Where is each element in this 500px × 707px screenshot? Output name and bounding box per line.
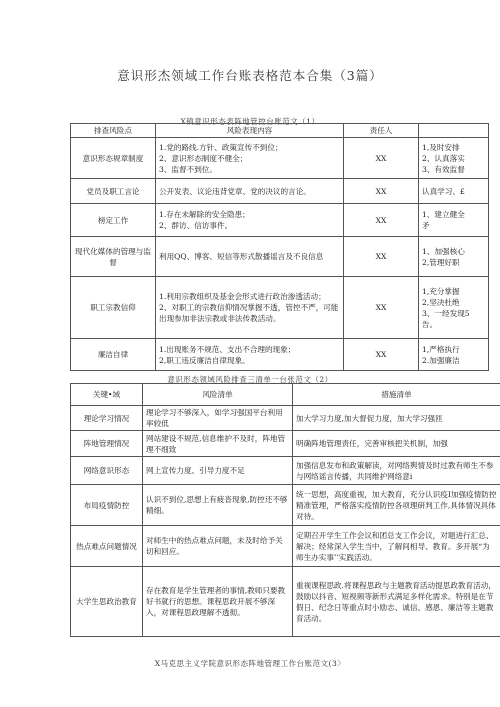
header-measure-list: 措施清单 [293, 384, 500, 406]
domain-cell: 阵地管理情况 [71, 431, 143, 457]
risk-content-cell: 利用QQ、博客、短信等形式散播谣言及不良信息 [156, 237, 344, 277]
content-line: 公开发表、议论违背党章、党的决议的言论。 [159, 186, 311, 196]
measure-line: 1,严格执行 [422, 344, 460, 354]
risk-cell: 网上宣传力度、引导力度不足 [143, 457, 293, 485]
content-line: 1.出现账务不规范、支出不合理的现象； [159, 344, 296, 354]
measures-cell [419, 339, 489, 371]
content-line: 2,职工违反廉洁自律现象。 [159, 355, 250, 365]
measure-line: 1,及时安排 [422, 142, 460, 152]
person-cell: XX [344, 179, 419, 204]
domain-cell: 理论学习情况 [71, 406, 143, 431]
risk-cell: 网站建设不规范,信息维护不及时，阵地管理不细致 [143, 431, 293, 457]
table-row [71, 179, 489, 204]
measure-line: 1、建立健全 [422, 210, 465, 219]
measures-cell [419, 204, 489, 237]
measure-cell: 明确阵地管理责任，完善审核把关机制，加强 [293, 431, 500, 457]
table3-caption: X马克思主义学院意识形态阵地管理工作台账范文(3〉 [154, 659, 346, 668]
content-line: 1.党的路线.方针、政策宣传不到位； [159, 142, 283, 152]
table1-caption: X镇意识形态表阵地管控台账范文（1） [180, 117, 320, 126]
person-cell: XX [344, 339, 419, 371]
measures-cell [419, 277, 489, 339]
domain-cell: 大学生思政治教育 [71, 567, 143, 637]
measure-line: 1、加强核心 [422, 246, 465, 256]
table-row [71, 138, 489, 179]
header-key-domain: 关键•域 [71, 384, 143, 406]
risk-point-cell: 廉洁自律 [71, 339, 156, 371]
measure-line: 告。 [422, 319, 438, 329]
table-row [71, 431, 500, 457]
table-row [71, 237, 489, 277]
measure-cell: 重视课程思政.将课程思政与主题教育活动提思政教育活动，鼓励以抖音、短视频等新形式满足多样化需求。特别是在节假日、纪念日等重点时小励志、诚信、感恩、廉洁等主题教育活动。 [293, 567, 500, 637]
measure-cell: 加大学习力度,加大督促力度，加大学习强匝 [293, 406, 500, 431]
domain-cell: 布局疫情防控 [71, 485, 143, 526]
risk-content-cell [156, 204, 344, 237]
risk-checklist-table [70, 383, 500, 637]
measure-line: 3、一经发现5 [422, 308, 470, 318]
content-line: 1.存在未解除的安全隐患； [159, 210, 250, 219]
content-line: 2、意识形态制度不健全； [159, 153, 248, 163]
person-cell: XX [344, 237, 419, 277]
measure-line: 2,坚决杜绝 [422, 297, 460, 307]
table-row [71, 567, 500, 637]
risk-point-cell: 党员及职工言论 [71, 179, 156, 204]
table-row [71, 339, 489, 371]
domain-cell: 网络意识形态 [71, 457, 143, 485]
domain-cell: 热点难点问题情况 [71, 526, 143, 567]
table-header-row [71, 384, 500, 406]
risk-cell: 存在教育是学生管理者的事情,教师只要教好书就行的思想。课程思政开展不够深入，对课程思政理解不透彻。 [143, 567, 293, 637]
table-row [71, 485, 500, 526]
person-cell: XX [344, 277, 419, 339]
document-title: 意识形杰领域工作台账表格范本合集（3篇） [117, 68, 383, 83]
header-measures [419, 124, 489, 138]
risk-content-cell [156, 277, 344, 339]
risk-ledger-table [70, 123, 489, 371]
table-row [71, 204, 489, 237]
header-risk-content: 风险表现内容 [156, 124, 344, 138]
measure-line: 2、认真落实 [422, 153, 465, 163]
risk-point-cell: 意识形态规章制度 [71, 138, 156, 179]
measure-line: 矛 [422, 221, 430, 230]
risk-point-cell: 职工宗教信仰 [71, 277, 156, 339]
risk-content-cell [156, 179, 344, 204]
measure-line: 1,充分掌握 [422, 286, 460, 296]
person-cell: XX [344, 138, 419, 179]
risk-cell: 理论学习不够深入，如学习强国平台利用率较低 [143, 406, 293, 431]
risk-cell: 对师生中的热点难点问题，未及时给予关切和回应。 [143, 526, 293, 567]
table-row [71, 526, 500, 567]
person-cell: XX [344, 204, 419, 237]
table2-caption: 意识形态领域风险排查三清单一台张范文（2） [167, 375, 333, 384]
measures-cell [419, 237, 489, 277]
risk-point-cell: 榜定工作 [71, 204, 156, 237]
content-line: 2、群访、信访事件。 [159, 221, 233, 230]
header-risk-point: 排查风险点 [71, 124, 156, 138]
measures-cell [419, 179, 489, 204]
content-line: 2、对职工的宗教信仰情况掌握不透，管控不严，可能出现参加非法宗教或非法传教活动。 [159, 303, 339, 323]
table-header-row [71, 124, 489, 138]
measure-line: 认真学习、£ [422, 186, 465, 196]
measures-cell [419, 138, 489, 179]
content-line: 3、监督不到位。 [159, 164, 217, 174]
risk-content-cell [156, 138, 344, 179]
measure-cell: 统一思想，高度重视，加大教育，充分认识疫I加强疫情防控精准管理，严格落实疫情防控各项理研判工作,具体情况具体对待。 [293, 485, 500, 526]
risk-point-cell: 现代化媒体的管理与监督 [71, 237, 156, 277]
table-row [71, 406, 500, 431]
risk-content-cell [156, 339, 344, 371]
content-line: 1.利用宗教组织及基金会形式进行政治渗透活动； [159, 292, 326, 301]
table-row [71, 457, 500, 485]
measure-line: 2.加强廉洁 [422, 355, 460, 365]
table-row [71, 277, 489, 339]
risk-cell: 认识不到位,思想上有疲沓现象,防控还不够精细。 [143, 485, 293, 526]
measure-cell: 定期召开学生工作会议和团总支工作会议，对题进行汇总、解决；经常深入学生当中，了解间相导、教育。多开展“为师生办实事’’实践活动。 [293, 526, 500, 567]
measure-line: 3、有效监督 [422, 164, 465, 174]
measure-line: 2,管理好职 [422, 257, 460, 267]
header-risk-list: 风险清单 [143, 384, 293, 406]
measure-cell: 加强信息发布和政策解读，对网络舆情及时过教有师生不参与网络谣言传播，共同维护网络意i [293, 457, 500, 485]
header-person-in-charge: 责任人 [344, 124, 419, 138]
